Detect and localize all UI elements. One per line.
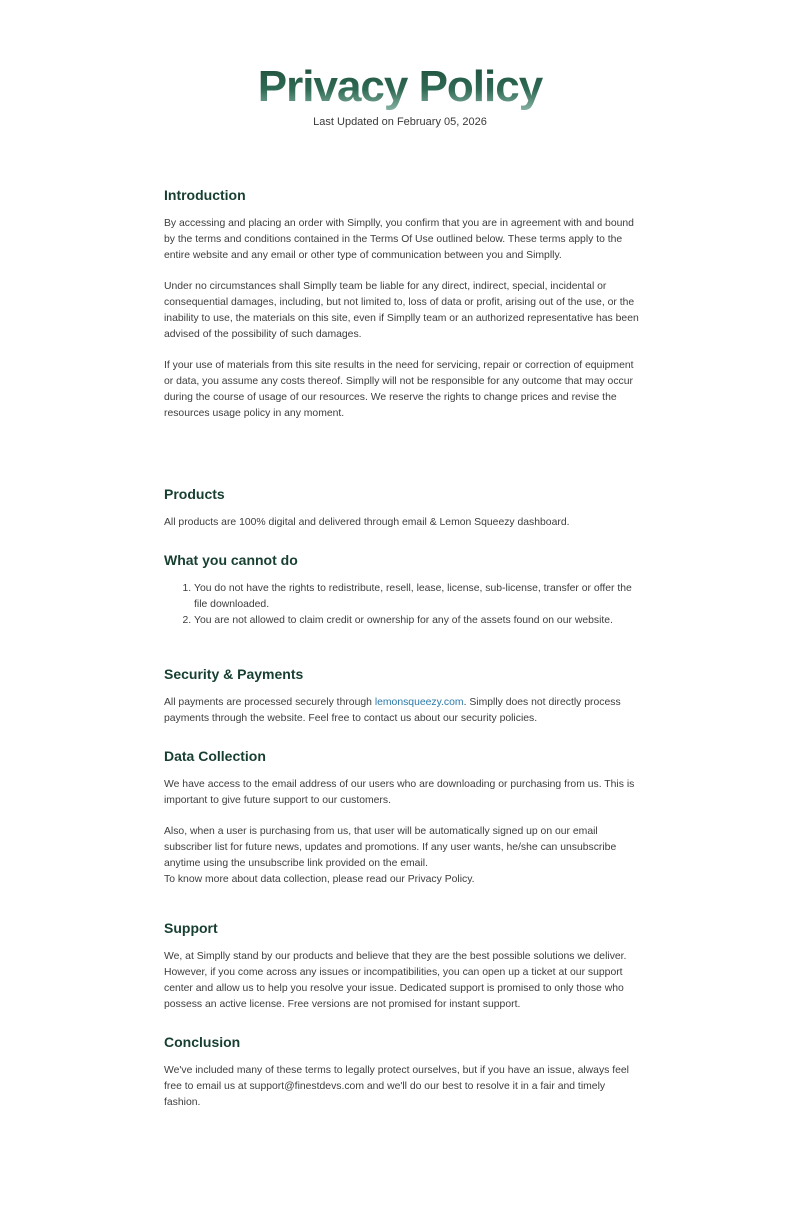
- section-heading: Support: [164, 920, 218, 936]
- text-span: All payments are processed securely through: [164, 697, 375, 708]
- paragraph: To know more about data collection, please read our Privacy Policy.: [164, 874, 475, 885]
- paragraph: All products are 100% digital and delivered through email & Lemon Squeezy dashboard.: [164, 517, 570, 528]
- paragraph: We, at Simplly stand by our products and believe that they are the best possible solutions we deliver. However, if you come across any issues or incompatibilities, you can open up a ticket at our support center and allow us to help you resolve your issue. Dedicated support is promised to only those who possess an active license. Free versions are not promised for instant support.: [164, 951, 627, 1010]
- paragraph: If your use of materials from this site results in the need for servicing, repair or correction of equipment or data, you assume any costs thereof. Simplly will not be responsible for any outcome that may occur during the course of usage of our resources. We reserve the rights to change prices and revise the resources usage policy in any moment.: [164, 360, 634, 419]
- lemonsqueezy-link[interactable]: lemonsqueezy.com: [374, 697, 464, 708]
- section-heading: Conclusion: [164, 1034, 241, 1050]
- section-heading: Security & Payments: [164, 666, 304, 682]
- paragraph: We have access to the email address of our users who are downloading or purchasing from us. This is important to give future support to our customers.: [164, 779, 635, 806]
- policy-content: [164, 186, 640, 1111]
- section-products: [164, 485, 640, 531]
- section-security-payments: [164, 665, 640, 727]
- list-item: 1. You do not have the rights to redistribute, resell, lease, license, sub-license, transfer or offer the file downloaded.: [194, 581, 640, 613]
- section-data-collection: [164, 747, 640, 888]
- paragraph: Also, when a user is purchasing from us, that user will be automatically signed up on our email subscriber list for future news, updates and promotions. If any user wants, he/she can unsubscribe anytime using the unsubscribe link provided on the email.: [164, 826, 617, 869]
- page-title: Privacy Policy: [0, 62, 800, 112]
- paragraph: [164, 695, 640, 727]
- page-header: [0, 62, 800, 130]
- section-heading: What you cannot do: [164, 552, 298, 568]
- section-heading: Data Collection: [164, 748, 266, 764]
- last-updated-date: Last Updated on February 05, 2026: [313, 116, 487, 128]
- paragraph: By accessing and placing an order with Simplly, you confirm that you are in agreement with and bound by the terms and conditions contained in the Terms Of Use outlined below. These terms apply to the entire website and any email or other type of communication between you and Simplly.: [164, 218, 634, 261]
- section-heading: Introduction: [164, 187, 246, 203]
- section-support: [164, 919, 640, 1013]
- section-heading: Products: [164, 486, 225, 502]
- section-conclusion: [164, 1033, 640, 1111]
- paragraph: Under no circumstances shall Simplly team be liable for any direct, indirect, special, incidental or consequential damages, including, but not limited to, loss of data or profit, arising out of the use, or the inability to use, the materials on this site, even if Simplly team or an authorized representative has been advised of the possibility of such damages.: [164, 281, 639, 340]
- restrictions-list: [164, 581, 640, 629]
- list-item: 2. You are not allowed to claim credit or ownership for any of the assets found on our website.: [194, 613, 640, 629]
- section-what-you-cannot-do: [164, 551, 640, 629]
- text-span: . Simplly does not directly process payments through the website. Feel free to contact us about our security policies.: [164, 697, 621, 724]
- paragraph: We've included many of these terms to legally protect ourselves, but if you have an issue, always feel free to email us at support@finestdevs.com and we'll do our best to resolve it in a fair and timely fashion.: [164, 1065, 629, 1108]
- section-introduction: [164, 186, 640, 422]
